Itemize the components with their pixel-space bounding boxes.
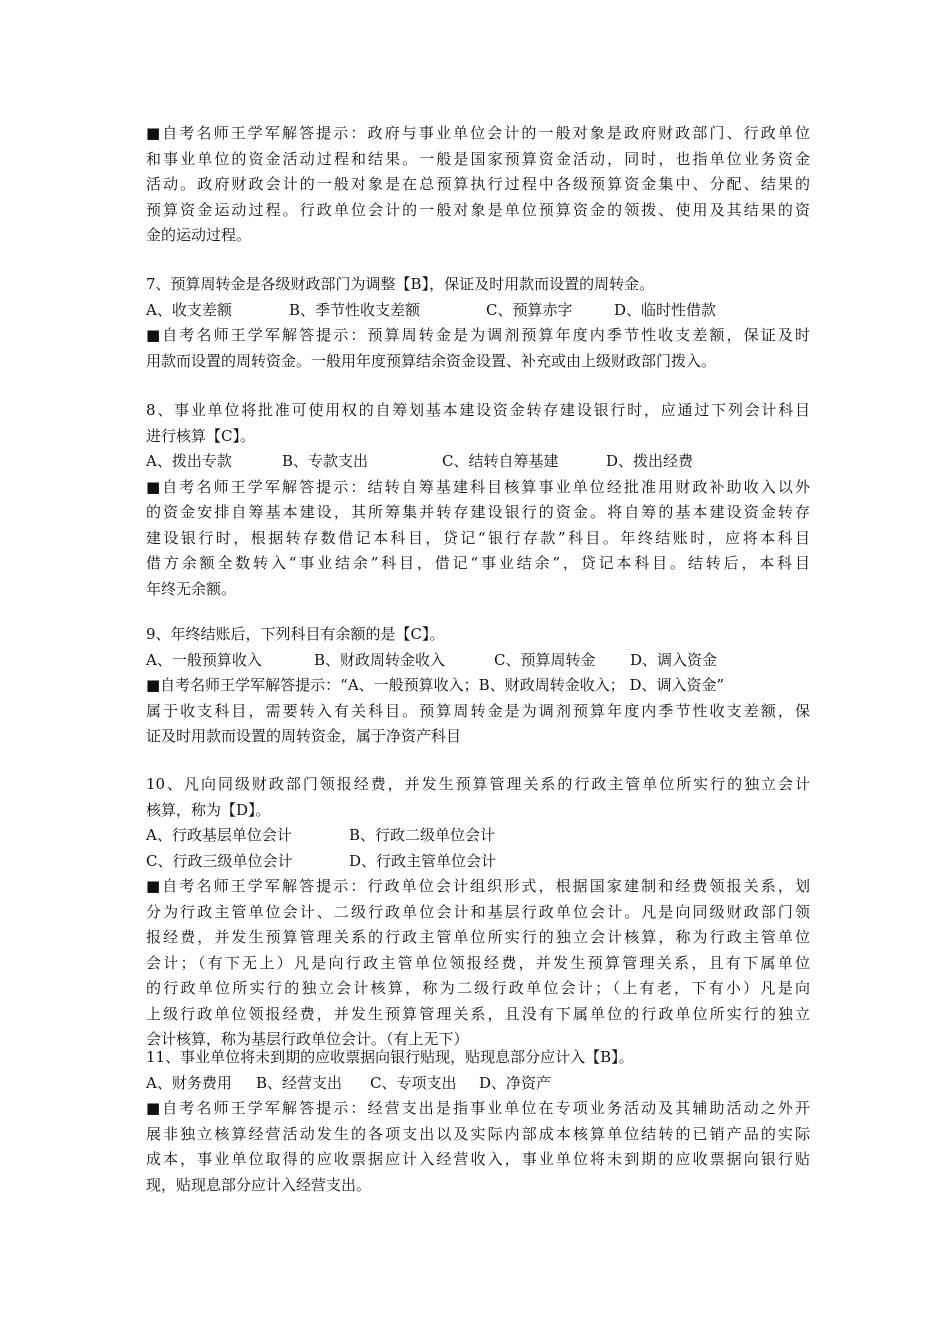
hint-line: 现，贴现息部分应计入经营支出。 [146,1175,372,1194]
option-c: C、专项支出 [370,1073,457,1092]
hint-line: 年终无余额。 [146,579,237,598]
option-a: A、收支差额 [146,300,232,319]
option-a: A、一般预算收入 [146,650,262,669]
option-c: C、行政三级单位会计 [146,851,293,870]
text-line: 金的运动过程。 [146,226,252,244]
hint-line: 上级行政单位领报经费，并发生预算管理关系，且没有下属单位的行政单位所实行的独立 [146,1004,810,1023]
option-c: C、预算赤字 [486,300,573,319]
question-7 [146,272,810,374]
question-text: 11、事业单位将未到期的应收票据向银行贴现，贴现息部分应计入【B】。 [146,1048,634,1066]
hint-paragraph-intro [146,121,810,249]
question-11 [146,1045,810,1198]
options-row [146,298,810,324]
question-text: 进行核算【C】。 [146,426,255,445]
text-line: ■自考名师王学军解答提示：政府与事业单位会计的一般对象是政府财政部门、行政单位 [146,124,810,142]
hint-line: ■自考名师王学军解答提示：预算周转金是为调剂预算年度内季节性收支差额，保证及时 [146,326,810,344]
option-a: A、行政基层单位会计 [146,826,292,844]
option-a: A、拨出专款 [146,452,232,470]
option-d: D、行政主管单位会计 [349,851,497,870]
hint-line: 成本，事业单位取得的应收票据应计入经营收入，事业单位将未到期的应收票据向银行贴 [146,1150,810,1168]
option-b: B、专款支出 [282,452,369,470]
hint-line: ■自考名师王学军解答提示：行政单位会计组织形式，根据国家建制和经费领报关系，划 [146,877,810,895]
hint-line: 分为行政主管单位会计、二级行政单位会计和基层行政单位会计。凡是向同级财政部门领 [146,902,810,921]
option-b: B、财政周转金收入 [314,650,446,669]
option-a: A、财务费用 [146,1073,232,1092]
option-b: B、行政二级单位会计 [349,826,496,844]
hint-line: ■自考名师王学军解答提示：“A、一般预算收入；B、财政周转金收入； D、调入资金” [146,676,725,694]
options-row [146,449,810,475]
hint-line: 属于收支科目，需要转入有关科目。预算周转金是为调剂预算年度内季节性收支差额，保 [146,701,810,720]
question-text: 7、预算周转金是各级财政部门为调整【B】，保证及时用款而设置的周转金。 [146,275,655,293]
hint-line: 证及时用款而设置的周转资金，属于净资产科目 [146,727,462,745]
options-row [146,823,810,849]
hint-line: 的资金安排自筹基本建设，其所筹集并转存建设银行的资金。将自筹的基本建设资金转存 [146,503,810,521]
question-10 [146,772,810,1053]
question-8 [146,398,810,602]
option-d: D、拨出经费 [606,452,694,470]
hint-line: 会计；（有下无上）凡是向行政主管单位领报经费，并发生预算管理关系，且有下属单位 [146,953,810,972]
option-d: D、临时性借款 [614,300,717,319]
question-text: 核算，称为【D】。 [146,800,271,819]
option-c: C、预算周转金 [494,650,596,669]
hint-line: 用款而设置的周转资金。一般用年度预算结余资金设置、补充或由上级财政部门拨入。 [146,351,717,370]
question-text: 9、年终结账后，下列科目有余额的是【C】。 [146,625,445,643]
hint-line: 建设银行时，根据转存数借记本科目，贷记“银行存款”科目。年终结账时，应将本科目 [146,528,810,547]
hint-line: 展非独立核算经营活动发生的各项支出以及实际内部成本核算单位结转的已销产品的实际 [146,1124,810,1143]
option-b: B、经营支出 [256,1073,343,1092]
option-c: C、结转自筹基建 [442,452,559,470]
options-row [146,1071,810,1097]
question-text: 8、事业单位将批准可使用权的自筹划基本建设资金转存建设银行时，应通过下列会计科目 [146,401,810,419]
option-d: D、净资产 [479,1073,552,1092]
hint-line: 报经费，并发生预算管理关系的行政主管单位所实行的独立会计核算，称为行政主管单位 [146,928,810,946]
option-d: D、调入资金 [630,650,718,669]
hint-line: 会计核算，称为基层行政单位会计。（有上无下） [146,1030,469,1048]
text-line: 和事业单位的资金活动过程和结果。一般是国家预算资金活动，同时，也指单位业务资金 [146,149,810,168]
options-row [146,849,810,875]
hint-line: ■自考名师王学军解答提示：结转自筹基建科目核算事业单位经批准用财政补助收入以外 [146,477,810,496]
options-row [146,648,810,674]
question-9 [146,622,810,750]
text-line: 活动。政府财政会计的一般对象是在总预算执行过程中各级预算资金集中、分配、结果的 [146,175,810,193]
hint-line: 的行政单位所实行的独立会计核算，称为二级行政单位会计；（上有老，下有小）凡是向 [146,979,810,997]
option-b: B、季节性收支差额 [289,300,421,319]
hint-line: 借方余额全数转入“事业结余”科目，借记“事业结余”，贷记本科目。结转后，本科目 [146,554,810,572]
hint-line: ■自考名师王学军解答提示：经营支出是指事业单位在专项业务活动及其辅助活动之外开 [146,1099,810,1117]
text-line: 预算资金运动过程。行政单位会计的一般对象是单位预算资金的领拨、使用及其结果的资 [146,200,810,219]
question-text: 10、凡向同级财政部门领报经费，并发生预算管理关系的行政主管单位所实行的独立会计 [146,775,810,793]
